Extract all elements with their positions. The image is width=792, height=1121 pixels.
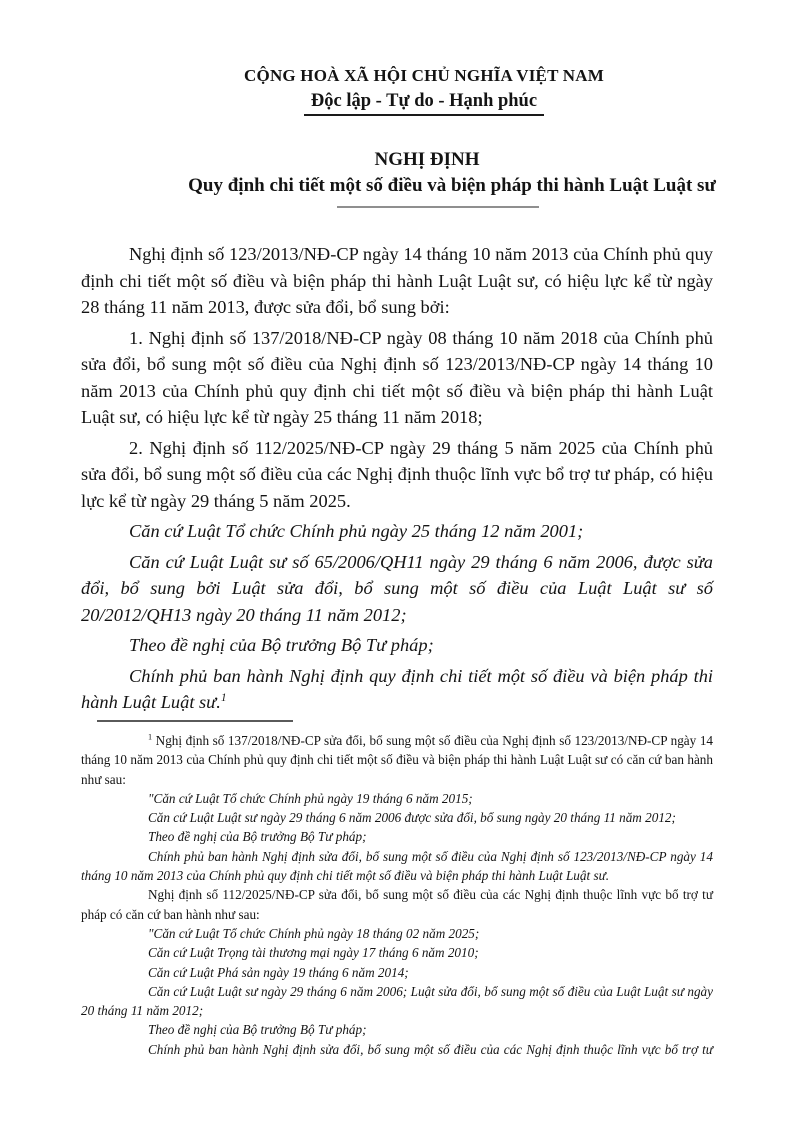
- footnote-item: "Căn cứ Luật Tổ chức Chính phủ ngày 19 tháng 6 năm 2015;: [148, 790, 473, 806]
- footnote-ref: 1: [220, 691, 227, 704]
- body-paragraph: Nghị định số 123/2013/NĐ-CP ngày 14 tháng 10 năm 2013 của Chính phủ quy định chi tiết một số điều và biện pháp thi hành Luật Luật sư, có hiệu lực kể từ ngày 28 tháng 11 năm 2013, được sửa đổi, bổ sung bởi:: [81, 244, 713, 317]
- footnote-item: Theo đề nghị của Bộ trưởng Bộ Tư pháp;: [148, 1022, 367, 1038]
- footnote-item: Căn cứ Luật Luật sư ngày 29 tháng 6 năm 2006; Luật sửa đổi, bổ sung một số điều của Luật Luật sư ngày 20 tháng 11 năm 2012;: [81, 983, 713, 1019]
- body-paragraph: 2. Nghị định số 112/2025/NĐ-CP ngày 29 tháng 5 năm 2025 của Chính phủ sửa đổi, bổ sung một số điều của các Nghị định thuộc lĩnh vực bổ trợ tư pháp, có hiệu lực kể từ ngày 29 tháng 5 năm 2025.: [81, 437, 713, 511]
- footnote-item: [81, 731, 713, 789]
- subtitle-underline: [337, 206, 539, 208]
- footnote-item: Căn cứ Luật Trọng tài thương mại ngày 17 tháng 6 năm 2010;: [148, 945, 479, 961]
- body-paragraph: Theo đề nghị của Bộ trưởng Bộ Tư pháp;: [129, 635, 434, 655]
- footnote-item: Căn cứ Luật Luật sư ngày 29 tháng 6 năm 2006 được sửa đổi, bổ sung ngày 20 tháng 11 năm 2012;: [148, 810, 676, 826]
- footnote-item: Nghị định số 112/2025/NĐ-CP sửa đổi, bổ sung một số điều của các Nghị định thuộc lĩnh vực bổ trợ tư pháp có căn cứ ban hành như sau:: [81, 887, 713, 922]
- national-header: CỘNG HOÀ XÃ HỘI CHỦ NGHĨA VIỆT NAM: [244, 66, 604, 85]
- footnote-text: Nghị định số 137/2018/NĐ-CP sửa đổi, bổ sung một số điều của Nghị định số 123/2013/NĐ-CP ngày 14 tháng 10 năm 2013 của Chính phủ quy định chi tiết một số điều và biện pháp thi hành Luật Luật sư có căn cứ ban hành như sau:: [81, 733, 714, 787]
- motto: Độc lập - Tự do - Hạnh phúc: [304, 91, 544, 116]
- footnote-item: Chính phủ ban hành Nghị định sửa đổi, bổ sung một số điều của Nghị định số 123/2013/NĐ-CP ngày 14 tháng 10 năm 2013 của Chính phủ quy định chi tiết một số điều và biện pháp thi hành Luật Luật sư.: [81, 848, 713, 884]
- body-paragraph: [81, 663, 713, 716]
- footnote-marker: 1: [148, 732, 153, 742]
- decree-title: NGHỊ ĐỊNH: [374, 149, 480, 170]
- footnote-separator: [97, 720, 293, 722]
- body-paragraph: Căn cứ Luật Tổ chức Chính phủ ngày 25 tháng 12 năm 2001;: [129, 521, 584, 541]
- decree-subtitle: Quy định chi tiết một số điều và biện pháp thi hành Luật Luật sư: [188, 175, 716, 196]
- body-paragraph: Căn cứ Luật Luật sư số 65/2006/QH11 ngày 29 tháng 6 năm 2006, được sửa đổi, bổ sung bởi Luật sửa đổi, bổ sung một số điều của Luật Luật sư số 20/2012/QH13 ngày 20 tháng 11 năm 2012;: [81, 551, 713, 625]
- document-body: [81, 241, 713, 720]
- body-paragraph: 1. Nghị định số 137/2018/NĐ-CP ngày 08 tháng 10 năm 2018 của Chính phủ sửa đổi, bổ sung một số điều của Nghị định số 123/2013/NĐ-CP ngày 14 tháng 10 năm 2013 của Chính phủ quy định chi tiết một số điều và biện pháp thi hành Luật Luật sư, có hiệu lực kể từ ngày 25 tháng 11 năm 2018;: [81, 327, 713, 427]
- footnote-item: Chính phủ ban hành Nghị định sửa đổi, bổ sung một số điều của các Nghị định thuộc lĩnh vực bổ trợ tư: [148, 1041, 713, 1057]
- motto-row: [56, 91, 792, 116]
- footnote-item: Theo đề nghị của Bộ trưởng Bộ Tư pháp;: [148, 829, 367, 845]
- footnote-item: Căn cứ Luật Phá sản ngày 19 tháng 6 năm 2014;: [148, 964, 409, 980]
- footnote-item: "Căn cứ Luật Tổ chức Chính phủ ngày 18 tháng 02 năm 2025;: [148, 925, 480, 941]
- footnotes: [81, 731, 713, 1059]
- body-paragraph-text: Chính phủ ban hành Nghị định quy định chi tiết một số điều và biện pháp thi hành Luật Luật sư.: [81, 665, 713, 712]
